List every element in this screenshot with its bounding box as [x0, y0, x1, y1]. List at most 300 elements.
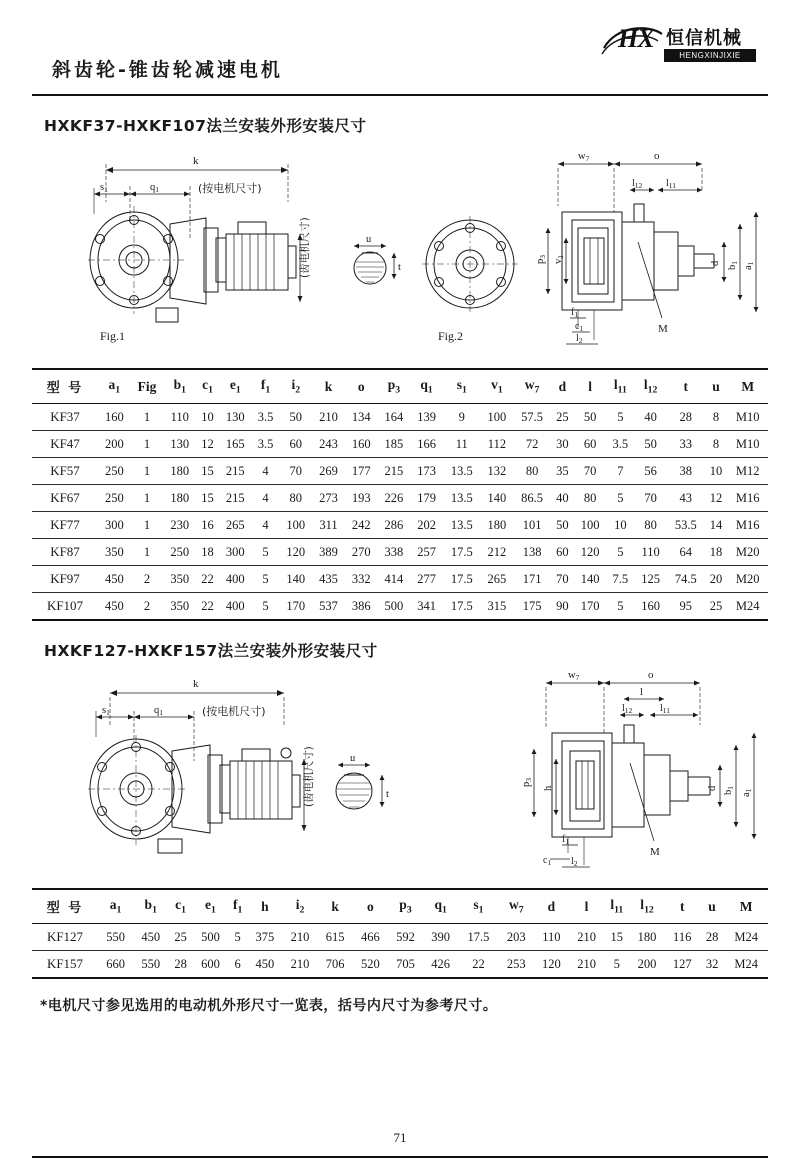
- cell: 6: [228, 951, 247, 979]
- col-header-f1: $f_1$: [252, 369, 280, 404]
- col-header-b1: $b_1$: [163, 369, 196, 404]
- svg-text:q1: q1: [154, 705, 163, 717]
- svg-text:w7: w7: [568, 670, 580, 682]
- svg-text:l12: $l_{12}$: [632, 178, 643, 190]
- cell: 70: [634, 485, 667, 512]
- col-header-a1: $a_1$: [98, 889, 133, 924]
- cell: 311: [312, 512, 345, 539]
- svg-text:f1: $f_1$: [571, 307, 579, 319]
- table-body-2: [32, 924, 768, 979]
- cell: 33: [667, 431, 705, 458]
- cell: 134: [345, 404, 378, 431]
- col-header-o: o: [353, 889, 388, 924]
- cell: 253: [499, 951, 534, 979]
- cell: 4: [252, 512, 280, 539]
- cell: 12: [196, 431, 219, 458]
- col-header-d: d: [534, 889, 569, 924]
- technical-drawing-2: [38, 667, 774, 879]
- cell: 466: [353, 924, 388, 951]
- cell: 22: [196, 593, 219, 621]
- cell: 90: [551, 593, 574, 621]
- cell: 18: [196, 539, 219, 566]
- cell: 242: [345, 512, 378, 539]
- cell: 4: [252, 485, 280, 512]
- svg-text:l2: $l_2$: [571, 856, 578, 868]
- cell: 435: [312, 566, 345, 593]
- cell: 3.5: [252, 404, 280, 431]
- cell: 3.5: [252, 431, 280, 458]
- col-header-l: l: [574, 369, 607, 404]
- cell: 112: [481, 431, 514, 458]
- cell: 5: [252, 539, 280, 566]
- svg-text:b1: b1: [723, 786, 735, 795]
- cell: 185: [378, 431, 411, 458]
- cell: 22: [196, 566, 219, 593]
- cell: 500: [378, 593, 411, 621]
- cell: 8: [705, 431, 728, 458]
- cell: 286: [378, 512, 411, 539]
- cell: 706: [318, 951, 353, 979]
- cell: M10: [727, 431, 768, 458]
- cell: 414: [378, 566, 411, 593]
- footer-divider: [32, 1156, 768, 1158]
- cell: 139: [410, 404, 443, 431]
- svg-text:p3: p3: [535, 255, 547, 264]
- table-row: [32, 485, 768, 512]
- cell: 175: [513, 593, 551, 621]
- col-header-model: 型 号: [32, 369, 98, 404]
- cell: 215: [378, 458, 411, 485]
- cell: 660: [98, 951, 133, 979]
- cell: M12: [727, 458, 768, 485]
- svg-text:(按电机尺寸): (按电机尺寸): [198, 182, 262, 195]
- technical-drawing-1: [38, 142, 774, 360]
- col-header-d: d: [551, 369, 574, 404]
- cell: M20: [727, 539, 768, 566]
- cell: 132: [481, 458, 514, 485]
- cell: 210: [312, 404, 345, 431]
- cell: 110: [634, 539, 667, 566]
- cell: 101: [513, 512, 551, 539]
- svg-text:l: l: [640, 687, 643, 698]
- figure-group-1: [38, 142, 762, 362]
- cell: 32: [700, 951, 725, 979]
- cell: 28: [700, 924, 725, 951]
- cell: 193: [345, 485, 378, 512]
- cell: 400: [219, 566, 252, 593]
- cell: 5: [228, 924, 247, 951]
- col-header-s1: $s_1$: [458, 889, 498, 924]
- cell: 2: [131, 593, 164, 621]
- svg-text:v1: v1: [553, 255, 565, 264]
- col-header-i2: $i_2$: [279, 369, 312, 404]
- svg-text:q1: q1: [150, 182, 159, 194]
- cell: 130: [219, 404, 252, 431]
- cell: 1: [131, 539, 164, 566]
- col-header-v1: $v_1$: [481, 369, 514, 404]
- spec-table-1: [32, 368, 768, 621]
- cell: 1: [131, 431, 164, 458]
- cell: 210: [569, 951, 604, 979]
- logo-pinyin: HENGXINJIXIE: [664, 49, 756, 62]
- cell: 5: [606, 539, 634, 566]
- svg-text:(按电机尺寸): (按电机尺寸): [202, 705, 266, 718]
- table-row: [32, 458, 768, 485]
- cell: 120: [574, 539, 607, 566]
- svg-text:s1: s1: [100, 182, 108, 194]
- col-header-q1: $q_1$: [423, 889, 458, 924]
- cell: 140: [574, 566, 607, 593]
- cell: 13.5: [443, 512, 481, 539]
- cell: 2: [131, 566, 164, 593]
- svg-text:w7: w7: [578, 151, 590, 163]
- svg-text:(齿电机尺寸): (齿电机尺寸): [299, 217, 311, 278]
- svg-text:(齿电机尺寸): (齿电机尺寸): [303, 746, 315, 807]
- svg-text:t: t: [386, 789, 389, 800]
- svg-text:M: M: [650, 846, 660, 858]
- cell: 116: [665, 924, 700, 951]
- cell: 70: [574, 458, 607, 485]
- cell: 50: [634, 431, 667, 458]
- col-header-u: u: [700, 889, 725, 924]
- cell: 127: [665, 951, 700, 979]
- cell: 18: [705, 539, 728, 566]
- cell: 600: [193, 951, 228, 979]
- cell: 210: [282, 924, 317, 951]
- svg-text:o: o: [648, 669, 654, 681]
- svg-text:c1: $c_1$: [575, 321, 584, 333]
- table-row: [32, 593, 768, 621]
- col-header-s1: $s_1$: [443, 369, 481, 404]
- cell: 15: [196, 485, 219, 512]
- cell: 4: [252, 458, 280, 485]
- cell: 10: [705, 458, 728, 485]
- svg-text:d: d: [710, 260, 721, 266]
- cell: 230: [163, 512, 196, 539]
- cell: 332: [345, 566, 378, 593]
- cell: 15: [196, 458, 219, 485]
- cell-model: KF37: [32, 404, 98, 431]
- cell: 273: [312, 485, 345, 512]
- table-row: [32, 539, 768, 566]
- cell: 164: [378, 404, 411, 431]
- cell: M24: [724, 951, 768, 979]
- cell: M16: [727, 512, 768, 539]
- col-header-l12: $l_{12}$: [629, 889, 664, 924]
- cell: 70: [279, 458, 312, 485]
- cell: 9: [443, 404, 481, 431]
- cell: 17.5: [443, 539, 481, 566]
- col-header-e1: $e_1$: [193, 889, 228, 924]
- col-header-u: u: [705, 369, 728, 404]
- cell-model: KF127: [32, 924, 98, 951]
- col-header-k: k: [312, 369, 345, 404]
- cell: 170: [574, 593, 607, 621]
- cell: 520: [353, 951, 388, 979]
- cell: 8: [705, 404, 728, 431]
- cell: 269: [312, 458, 345, 485]
- col-header-m: M: [727, 369, 768, 404]
- col-header-l11: $l_{11}$: [606, 369, 634, 404]
- svg-text:u: u: [366, 234, 372, 245]
- cell: 450: [133, 924, 168, 951]
- cell: 200: [98, 431, 131, 458]
- cell: 60: [574, 431, 607, 458]
- cell: 350: [163, 593, 196, 621]
- cell: 203: [499, 924, 534, 951]
- cell: 210: [282, 951, 317, 979]
- cell: 1: [131, 458, 164, 485]
- cell: 177: [345, 458, 378, 485]
- figure-group-2: [38, 667, 762, 882]
- cell: 110: [534, 924, 569, 951]
- col-header-h: h: [247, 889, 282, 924]
- col-header-p3: $p_3$: [388, 889, 423, 924]
- cell-model: KF87: [32, 539, 98, 566]
- cell: 277: [410, 566, 443, 593]
- company-logo: [600, 22, 760, 82]
- cell: 140: [481, 485, 514, 512]
- col-header-a1: $a_1$: [98, 369, 131, 404]
- col-header-t: t: [667, 369, 705, 404]
- svg-text:l11: $l_{11}$: [660, 703, 671, 715]
- cell: 615: [318, 924, 353, 951]
- cell: 28: [168, 951, 193, 979]
- cell: 215: [219, 485, 252, 512]
- cell: 7.5: [606, 566, 634, 593]
- cell-model: KF67: [32, 485, 98, 512]
- svg-text:a1: a1: [743, 261, 755, 270]
- col-header-i2: $i_2$: [282, 889, 317, 924]
- cell: 25: [551, 404, 574, 431]
- cell: 120: [534, 951, 569, 979]
- cell: 13.5: [443, 458, 481, 485]
- table-row: [32, 951, 768, 979]
- cell: 22: [458, 951, 498, 979]
- svg-text:k: k: [193, 155, 199, 167]
- cell: 72: [513, 431, 551, 458]
- table-row: [32, 512, 768, 539]
- cell: 5: [252, 566, 280, 593]
- col-header-c1: $c_1$: [168, 889, 193, 924]
- cell-model: KF57: [32, 458, 98, 485]
- svg-text:p3: p3: [521, 778, 533, 787]
- cell: 38: [667, 458, 705, 485]
- cell: 53.5: [667, 512, 705, 539]
- svg-text:Fig.1: Fig.1: [100, 329, 126, 343]
- cell-model: KF107: [32, 593, 98, 621]
- cell: 11: [443, 431, 481, 458]
- cell: 426: [423, 951, 458, 979]
- cell-model: KF97: [32, 566, 98, 593]
- cell: 80: [634, 512, 667, 539]
- cell: 17.5: [458, 924, 498, 951]
- cell: 450: [98, 593, 131, 621]
- cell: 60: [551, 539, 574, 566]
- cell-model: KF77: [32, 512, 98, 539]
- cell: 50: [574, 404, 607, 431]
- col-header-q1: $q_1$: [410, 369, 443, 404]
- page-number: 71: [393, 1130, 407, 1145]
- svg-text:s1: s1: [102, 705, 110, 717]
- cell: M16: [727, 485, 768, 512]
- cell: 350: [163, 566, 196, 593]
- col-header-o: o: [345, 369, 378, 404]
- cell-model: KF47: [32, 431, 98, 458]
- logo-mark: HX: [618, 24, 654, 53]
- svg-text:u: u: [350, 753, 356, 764]
- cell: 43: [667, 485, 705, 512]
- cell: 20: [705, 566, 728, 593]
- col-header-p3: $p_3$: [378, 369, 411, 404]
- table-row: [32, 566, 768, 593]
- table-row: [32, 431, 768, 458]
- cell: 171: [513, 566, 551, 593]
- cell: 450: [98, 566, 131, 593]
- table-header-row: [32, 889, 768, 924]
- col-header-l12: $l_{12}$: [634, 369, 667, 404]
- cell: 100: [481, 404, 514, 431]
- cell: 125: [634, 566, 667, 593]
- table-header-row: [32, 369, 768, 404]
- cell: 180: [629, 924, 664, 951]
- cell: 226: [378, 485, 411, 512]
- cell: 550: [98, 924, 133, 951]
- cell: 341: [410, 593, 443, 621]
- cell: 500: [193, 924, 228, 951]
- cell: 243: [312, 431, 345, 458]
- cell: 14: [705, 512, 728, 539]
- cell: 3.5: [606, 431, 634, 458]
- cell: 160: [634, 593, 667, 621]
- cell: 60: [279, 431, 312, 458]
- col-header-e1: $e_1$: [219, 369, 252, 404]
- cell: 592: [388, 924, 423, 951]
- logo-company-name: 恒信机械: [666, 28, 742, 49]
- svg-text:Fig.2: Fig.2: [438, 329, 464, 343]
- cell: 57.5: [513, 404, 551, 431]
- cell: 40: [551, 485, 574, 512]
- table-row: [32, 924, 768, 951]
- cell: 550: [133, 951, 168, 979]
- cell: 86.5: [513, 485, 551, 512]
- cell: 165: [219, 431, 252, 458]
- table-body-1: [32, 404, 768, 621]
- footnote: *电机尺寸参见选用的电动机外形尺寸一览表，括号内尺寸为参考尺寸。: [40, 998, 498, 1014]
- cell: 400: [219, 593, 252, 621]
- cell: 100: [279, 512, 312, 539]
- cell: 28: [667, 404, 705, 431]
- cell: 17.5: [443, 566, 481, 593]
- table-row: [32, 404, 768, 431]
- col-header-b1: $b_1$: [133, 889, 168, 924]
- cell: 5: [606, 593, 634, 621]
- cell: 50: [279, 404, 312, 431]
- cell: 179: [410, 485, 443, 512]
- svg-text:c1: $c_1$: [543, 855, 552, 867]
- cell: 389: [312, 539, 345, 566]
- cell: 5: [606, 404, 634, 431]
- cell: 5: [252, 593, 280, 621]
- cell: 70: [551, 566, 574, 593]
- cell: 390: [423, 924, 458, 951]
- cell: 1: [131, 404, 164, 431]
- cell: 270: [345, 539, 378, 566]
- cell: 180: [481, 512, 514, 539]
- cell: 17.5: [443, 593, 481, 621]
- col-header-m: M: [724, 889, 768, 924]
- cell: M10: [727, 404, 768, 431]
- col-header-l: l: [569, 889, 604, 924]
- cell: 50: [551, 512, 574, 539]
- cell: 10: [606, 512, 634, 539]
- cell: 95: [667, 593, 705, 621]
- cell: 15: [604, 924, 629, 951]
- cell: 315: [481, 593, 514, 621]
- cell: 1: [131, 485, 164, 512]
- svg-text:l11: $l_{11}$: [666, 178, 677, 190]
- section-title-2: HXKF127-HXKF157法兰安装外形安装尺寸: [44, 642, 378, 660]
- col-header-model: 型 号: [32, 889, 98, 924]
- cell: 173: [410, 458, 443, 485]
- cell: 10: [196, 404, 219, 431]
- cell: 212: [481, 539, 514, 566]
- cell: 138: [513, 539, 551, 566]
- cell: 25: [705, 593, 728, 621]
- cell: 180: [163, 485, 196, 512]
- cell: 80: [513, 458, 551, 485]
- cell: 25: [168, 924, 193, 951]
- cell: 40: [634, 404, 667, 431]
- cell: M24: [727, 593, 768, 621]
- cell: 1: [131, 512, 164, 539]
- svg-text:h: h: [543, 785, 554, 791]
- cell: 7: [606, 458, 634, 485]
- cell: M20: [727, 566, 768, 593]
- cell: 12: [705, 485, 728, 512]
- cell: 166: [410, 431, 443, 458]
- col-header-f1: $f_1$: [228, 889, 247, 924]
- cell: 120: [279, 539, 312, 566]
- cell: 13.5: [443, 485, 481, 512]
- cell: 202: [410, 512, 443, 539]
- cell: 74.5: [667, 566, 705, 593]
- cell: 215: [219, 458, 252, 485]
- cell: 250: [163, 539, 196, 566]
- cell: 30: [551, 431, 574, 458]
- svg-text:f1: $f_1$: [562, 834, 570, 846]
- cell: 130: [163, 431, 196, 458]
- svg-text:l12: $l_{12}$: [622, 703, 633, 715]
- col-header-l11: $l_{11}$: [604, 889, 629, 924]
- svg-text:l2: $l_2$: [576, 333, 583, 345]
- cell: 16: [196, 512, 219, 539]
- cell: 100: [574, 512, 607, 539]
- cell: 300: [219, 539, 252, 566]
- cell: 537: [312, 593, 345, 621]
- page-header: [32, 22, 768, 96]
- cell: 5: [606, 485, 634, 512]
- cell: 160: [98, 404, 131, 431]
- cell: 5: [604, 951, 629, 979]
- cell: 350: [98, 539, 131, 566]
- cell: 450: [247, 951, 282, 979]
- cell: 35: [551, 458, 574, 485]
- cell: 338: [378, 539, 411, 566]
- cell: 56: [634, 458, 667, 485]
- svg-text:a1: a1: [741, 788, 753, 797]
- col-header-t: t: [665, 889, 700, 924]
